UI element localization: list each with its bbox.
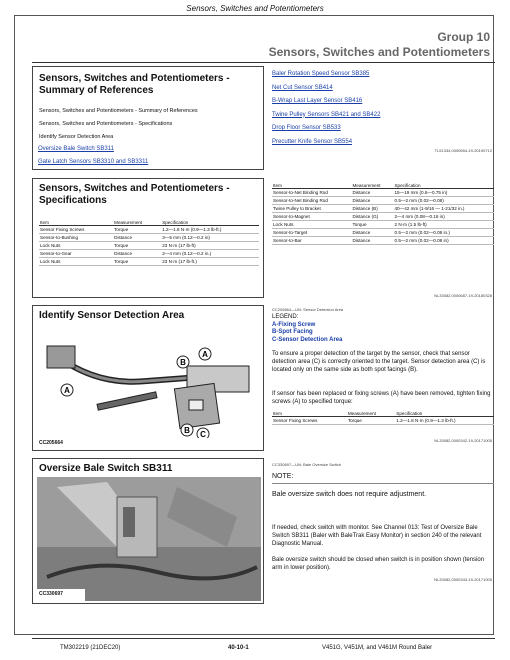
col-header: Measurement xyxy=(351,182,393,189)
callout-label: B xyxy=(180,358,186,367)
callout-label: B xyxy=(184,426,190,435)
oversize-title: Oversize Bale Switch SB311 xyxy=(39,463,173,474)
summary-item: Identify Sensor Detection Area xyxy=(39,134,114,140)
callout-label: A xyxy=(64,386,70,395)
callout-label: C xyxy=(200,430,206,438)
col-header: Specification xyxy=(395,410,494,417)
table-row: Sensor-to-Bar Distance 0.5—2 mm (0.02—0.08 in) xyxy=(272,237,494,245)
col-header: Measurement xyxy=(347,410,395,417)
oversize-para-2: Bale oversize switch should be closed when switch is in position shown (tension arm in lower position). xyxy=(272,557,485,571)
figure-ref: CC330697—UN: Bale Oversize Switch xyxy=(272,462,341,467)
table-row: Lock Nuts Torque 23 N·m (17 lb-ft) xyxy=(39,242,259,250)
col-header: Item xyxy=(272,410,347,417)
footer-divider xyxy=(32,638,495,639)
note-label: NOTE: xyxy=(272,473,294,480)
image-code: CC205664 xyxy=(39,440,63,446)
link-baler-rotation[interactable]: Baler Rotation Speed Sensor SB385 xyxy=(272,71,370,77)
table-row: Sensor-to-Net Binding Rod Distance 15—19 mm (0.6—0.75 in) xyxy=(272,189,494,197)
legend-item: B-Spot Facing xyxy=(272,329,313,335)
table-row: Lock Nuts Torque 2 N·m (1.5 lb-ft) xyxy=(272,221,494,229)
summary-item: Sensors, Switches and Potentiometers - Summary of References xyxy=(39,108,198,114)
col-header: Item xyxy=(272,182,351,189)
link-twine-pulley[interactable]: Twine Pulley Sensors SB421 and SB422 xyxy=(272,111,381,118)
figure-ref: CC205664—UN: Sensor Detection Area xyxy=(272,307,344,312)
sensor-illustration xyxy=(37,326,261,438)
table-row: Sensor Fixing Screws Torque 1.2—1.8 N·m (0.9—1.3 lb-ft.) xyxy=(39,226,259,234)
link-gate-latch-sensors[interactable]: Gate Latch Sensors SB3310 and SB3311 xyxy=(38,159,149,165)
running-title: Sensors, Switches and Potentiometers xyxy=(186,4,324,13)
legend-item: A-Fixing Screw xyxy=(272,321,316,328)
switch-photo xyxy=(37,477,261,601)
table-row: Sensor Fixing Screws Torque 1.2—1.8 N·m (0.9—1.3 lb-ft.) xyxy=(272,417,494,425)
summary-section xyxy=(32,66,264,170)
oversize-ref: NL33082,0000343-19-20171005 xyxy=(434,577,492,582)
summary-item: Sensors, Switches and Potentiometers - Specifications xyxy=(39,121,173,127)
footer-page-number: 40-10-1 xyxy=(228,645,249,651)
table-row: Twine Pulley to Bracket Distance (B) 40—42 mm (1-9/16 — 1-21/32 in.) xyxy=(272,205,494,213)
legend-item: C-Sensor Detection Area xyxy=(272,336,343,343)
specs-table-left xyxy=(39,219,259,266)
image-code: CC330697 xyxy=(39,591,63,597)
table-row: Sensor-to-Magnet Distance (G) 2—4 mm (0.08—0.16 in) xyxy=(272,213,494,221)
summary-right-links xyxy=(272,70,380,151)
col-header: Specification xyxy=(393,182,494,189)
link-b-wrap[interactable]: B-Wrap Last Layer Sensor SB416 xyxy=(272,98,363,104)
specs-ref: NL33082,0000687-19-20180328 xyxy=(434,293,492,298)
table-row: Sensor-to-Target Distance 0.5—2 mm (0.02—0.08 in.) xyxy=(272,229,494,237)
detection-section xyxy=(32,305,264,451)
table-row: Lock Nuts Torque 23 N·m (17 lb-ft.) xyxy=(39,258,259,266)
detection-title: Identify Sensor Detection Area xyxy=(39,310,185,321)
col-header: Measurement xyxy=(113,219,161,226)
specs-title: Sensors, Switches and Potentiometers - Specifications xyxy=(39,183,230,206)
note xyxy=(272,472,494,499)
legend xyxy=(272,314,342,344)
col-header: Item xyxy=(39,219,113,226)
link-oversize-bale-switch[interactable]: Oversize Bale Switch SB311 xyxy=(38,146,114,152)
group-heading xyxy=(269,30,490,60)
note-text: Bale oversize switch does not require adjustment. xyxy=(272,491,427,498)
table-row: Sensor-to-Gear Distance 2—4 mm (0.12—0.2 in.) xyxy=(39,250,259,258)
summary-title: Sensors, Switches and Potentiometers - Summary of References xyxy=(39,73,230,96)
oversize-section xyxy=(32,458,264,604)
table-row: Sensor-to-Bushing Distance 3—5 mm (0.12—0.2 in) xyxy=(39,234,259,242)
legend-title: LEGEND: xyxy=(272,314,299,320)
specs-section xyxy=(32,178,264,298)
link-precutter[interactable]: Precutter Knife Sensor SB554 xyxy=(272,138,353,145)
detection-table xyxy=(272,410,494,425)
col-header: Specification xyxy=(161,219,259,226)
group-number: Group 10 xyxy=(437,30,490,44)
group-title: Sensors, Switches and Potentiometers xyxy=(268,45,490,59)
table-row: Sensor-to-Net Binding Rod Distance 0.5—2 mm (0.02—0.08) xyxy=(272,197,494,205)
specs-table-right xyxy=(272,182,494,245)
link-drop-floor[interactable]: Drop Floor Sensor SB533 xyxy=(272,125,341,131)
divider xyxy=(32,62,495,63)
summary-ref: TL51334,0000654-19-20190712 xyxy=(434,148,492,153)
detection-ref: NL33082,0000342-19-20171005 xyxy=(434,438,492,443)
callout-label: A xyxy=(202,350,208,359)
oversize-para-1: If needed, check switch with monitor. See Channel 013: Test of Oversize Bale Switch SB311 (Baler with BaleTrak Easy Monitor) in section 240 of the relevant Diagnostic Manual. xyxy=(272,525,482,547)
footer-product: V451G, V451M, and V461M Round Baler xyxy=(322,645,433,651)
footer-doc-id: TM302219 (21DEC20) xyxy=(60,645,121,651)
link-net-cut[interactable]: Net Cut Sensor SB414 xyxy=(272,84,333,91)
detection-para-1: To ensure a proper detection of the target by the sensor, check that sensor detection area (C) is correctly oriented to the target. Sensor detection area (C) is located only on the same side as both spot facings (B). xyxy=(272,351,486,373)
detection-para-2: If sensor has been replaced or fixing screws (A) have been removed, tighten fixing screws (A) to specified torque: xyxy=(272,391,491,405)
